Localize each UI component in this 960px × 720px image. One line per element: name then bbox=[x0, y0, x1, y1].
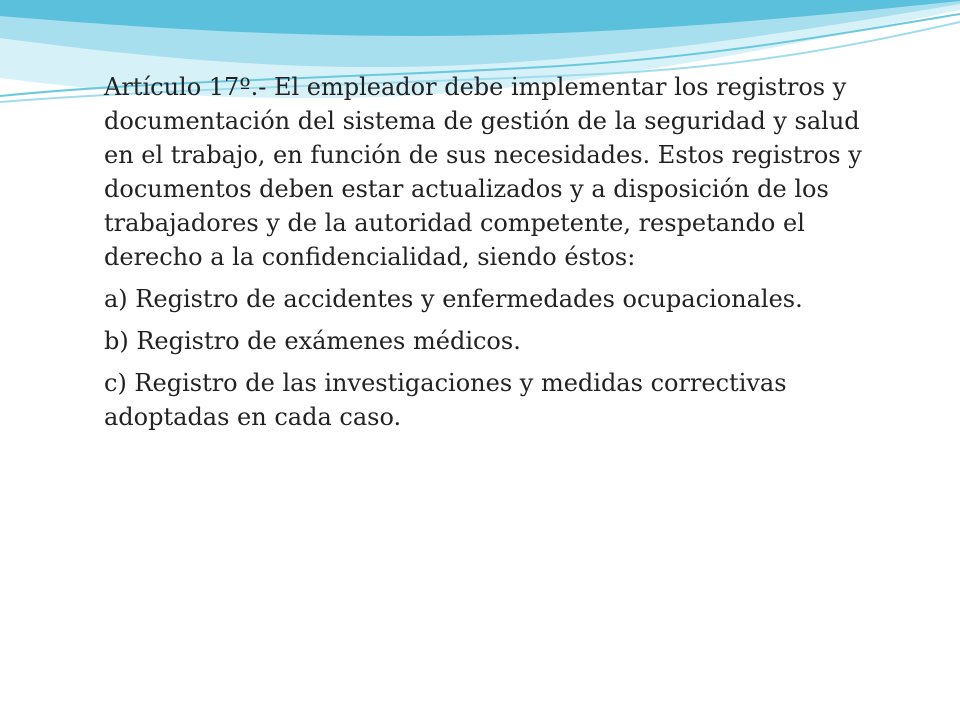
registry-item-b: b) Registro de exámenes médicos. bbox=[104, 327, 521, 355]
slide-body bbox=[104, 70, 894, 442]
registry-item-c: c) Registro de las investigaciones y medidas correctivas adoptadas en cada caso. bbox=[104, 369, 787, 431]
registry-item-a: a) Registro de accidentes y enfermedades ocupacionales. bbox=[104, 285, 803, 313]
article-paragraph: Artículo 17º.- El empleador debe implementar los registros y documentación del sistema de gestión de la seguridad y salud en el trabajo, en función de sus necesidades. Estos registros y documentos deben estar actualizados y a disposición de los trabajadores y de la autoridad competente, respetando el derecho a la confidencialidad, siendo éstos: bbox=[104, 73, 862, 271]
